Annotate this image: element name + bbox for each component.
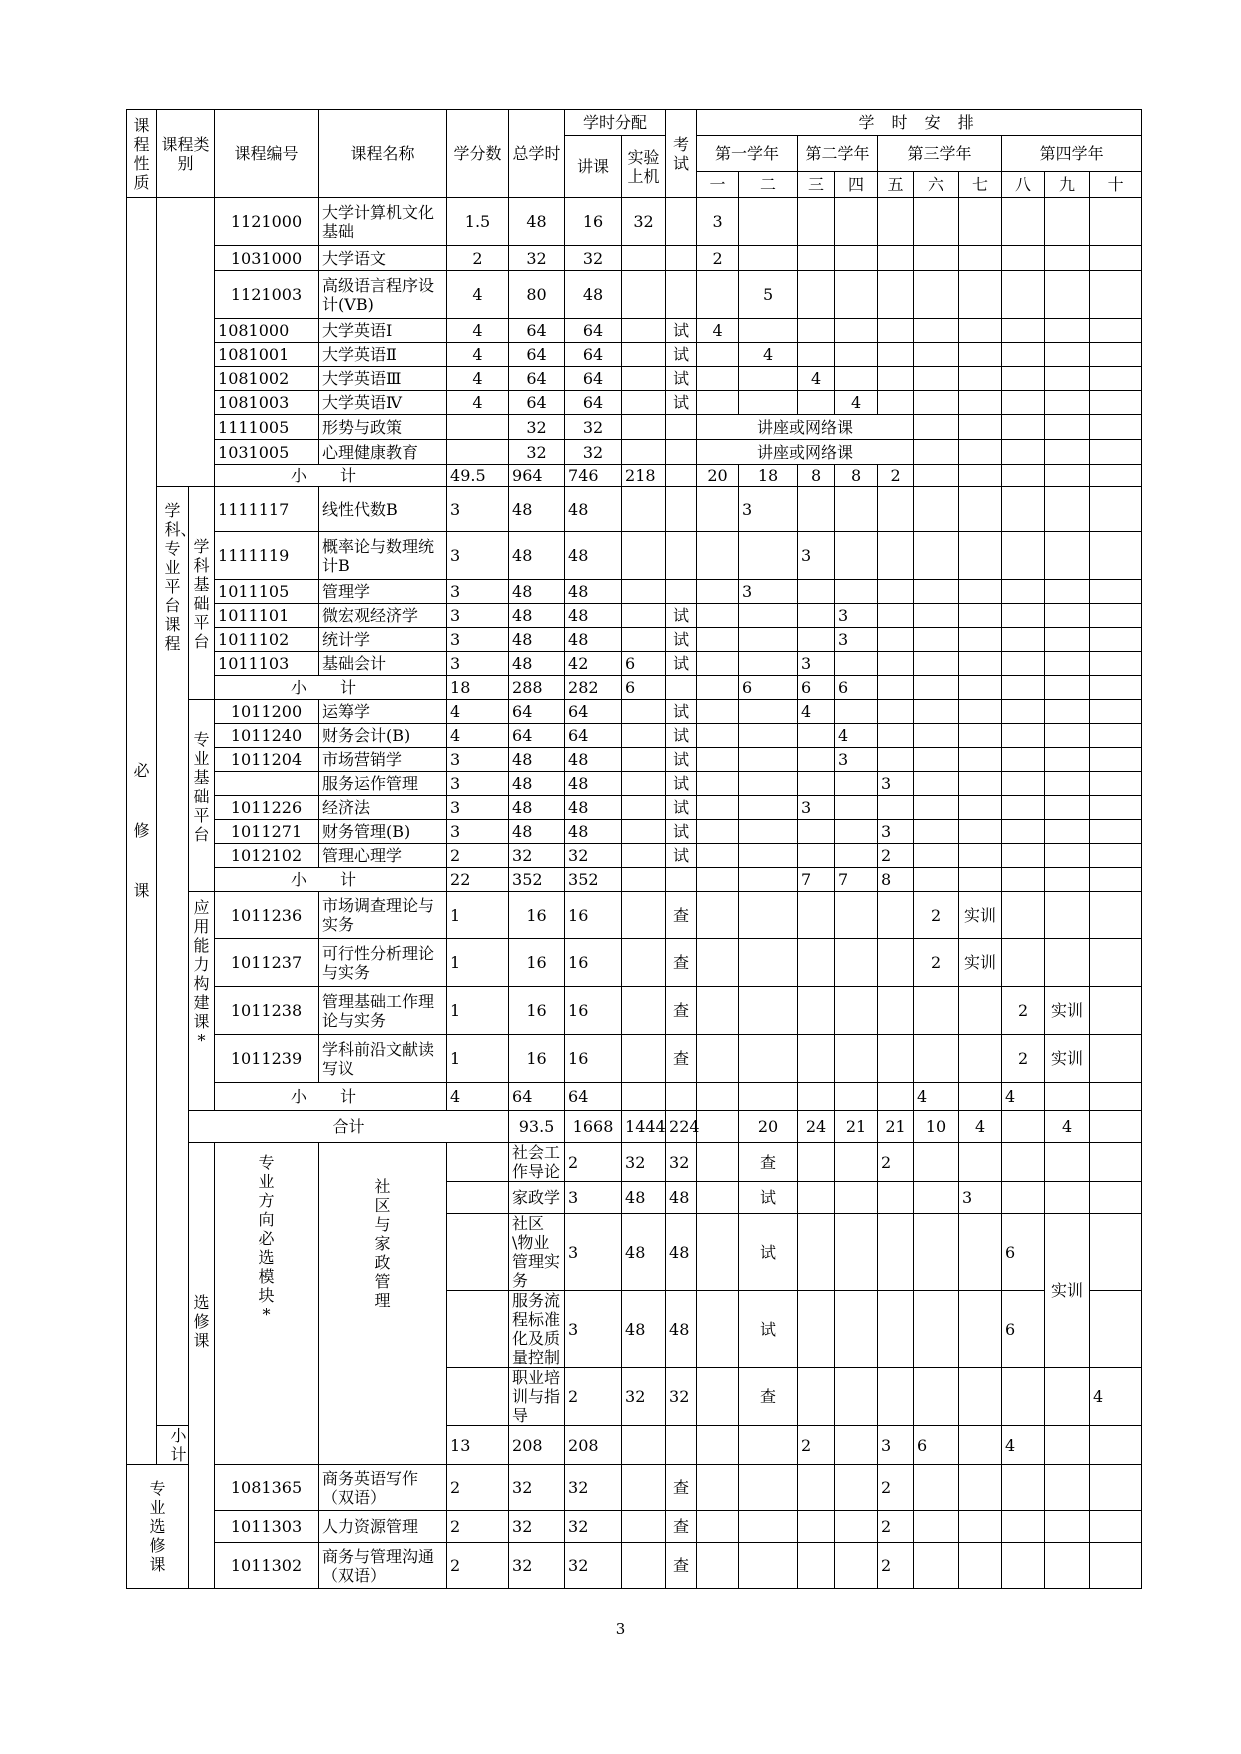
- semester-6: 六: [914, 172, 959, 198]
- header-credits: 学分数: [447, 110, 509, 198]
- semester-9: 九: [1045, 172, 1090, 198]
- subtotal-row: 小 计 13 208 208 2 3 6 4: [127, 1426, 1142, 1465]
- table-row: 1011101 微宏观经济学 3 48 48 试 3: [127, 604, 1142, 628]
- table-row: 1011226 经济法 3 48 48 试 3: [127, 796, 1142, 820]
- table-row: 1011271 财务管理(B) 3 48 48 试 3: [127, 820, 1142, 844]
- table-row: 1011303 人力资源管理 2 32 32 查 2: [127, 1511, 1142, 1543]
- table-row: 家政学 3 48 48 试 3: [127, 1182, 1142, 1214]
- lecture-network-note: 讲座或网络课: [697, 415, 914, 440]
- semester-3: 三: [798, 172, 835, 198]
- table-row: 1111005 形势与政策 32 32 讲座或网络课: [127, 415, 1142, 440]
- table-row: 选修课 专业方向必选模块* 社区与家政管理 社会工作导论 2 32 32 查 2: [127, 1143, 1142, 1182]
- header-year-1: 第一学年: [697, 136, 798, 172]
- table-row: 1011302 商务与管理沟通（双语） 2 32 32 查 2: [127, 1543, 1142, 1589]
- table-row: 1011237 可行性分析理论与实务 1 16 16 查 2 实训: [127, 939, 1142, 987]
- discipline-base-label: 学科基础平台: [189, 487, 215, 700]
- table-row: 1081002 大学英语Ⅲ 4 64 64 试 4: [127, 367, 1142, 391]
- table-row: 服务流程标准化及质量控制 3 48 48 试 6: [127, 1291, 1142, 1368]
- required-label-cell: [127, 198, 157, 1465]
- table-row: 1011105 管理学 3 48 48 3: [127, 580, 1142, 604]
- curriculum-table: [126, 109, 1142, 1589]
- major-base-label: 专业基础平台: [189, 700, 215, 892]
- header-year-4: 第四学年: [1002, 136, 1142, 172]
- table-row: 应用能力构建课* 1011236 市场调查理论与实务 1 16 16 查 2 实训: [127, 892, 1142, 939]
- subtotal-row: 小 计 22 352 352 7 7 8: [127, 868, 1142, 892]
- semester-8: 八: [1002, 172, 1045, 198]
- table-row: 1031000 大学语文 2 32 32 2: [127, 246, 1142, 271]
- table-row: 1011238 管理基础工作理论与实务 1 16 16 查 2 实训: [127, 987, 1142, 1035]
- table-row: 1081000 大学英语Ⅰ 4 64 64 试 4: [127, 319, 1142, 343]
- table-row: 1121003 高级语言程序设计(VB) 4 80 48 5: [127, 271, 1142, 319]
- header-category: 课程类别: [157, 110, 215, 198]
- header-code: 课程编号: [215, 110, 319, 198]
- header-year-2: 第二学年: [798, 136, 878, 172]
- training-label: 实训: [1045, 1214, 1090, 1368]
- table-row: 社区\物业管理实务 3 48 48 试 6 实训: [127, 1214, 1142, 1291]
- direction-label: 专业方向必选模块*: [215, 1143, 319, 1465]
- table-row: 服务运作管理 3 48 48 试 3: [127, 772, 1142, 796]
- table-row: 1011239 学科前沿文献读写议 1 16 16 查 2 实训: [127, 1035, 1142, 1083]
- table-row: 专业基础平台 1011200 运筹学 4 64 64 试 4: [127, 700, 1142, 724]
- subtotal-row: 小 计 4 64 64 4 4: [127, 1083, 1142, 1111]
- lecture-network-note: 讲座或网络课: [697, 440, 914, 465]
- header-year-3: 第三学年: [878, 136, 1002, 172]
- semester-4: 四: [835, 172, 878, 198]
- required-label: 必修课: [133, 761, 150, 900]
- platform-label: 学科、专业平台课程: [157, 487, 189, 1426]
- table-row: 1081003 大学英语Ⅳ 4 64 64 试 4: [127, 391, 1142, 415]
- semester-1: 一: [697, 172, 739, 198]
- table-row: 1011103 基础会计 3 48 42 6 试 3: [127, 652, 1142, 676]
- subtotal-row: 小 计 49.5 964 746 218 20 18 8 8 2: [127, 465, 1142, 487]
- header-nature: 课程性质: [127, 110, 157, 198]
- table-row: 必修课 1121000 大学计算机文化基础 1.5 48 16 32 3: [127, 198, 1142, 246]
- header-schedule: 学 时 安 排: [697, 110, 1142, 136]
- total-label: 合计: [189, 1111, 509, 1143]
- table-row: 1011204 市场营销学 3 48 48 试 3: [127, 748, 1142, 772]
- table-row: 1011102 统计学 3 48 48 试 3: [127, 628, 1142, 652]
- table-row: 职业培训与指导 2 32 32 查 4: [127, 1368, 1142, 1426]
- table-row: 专业选修课 1081365 商务英语写作（双语） 2 32 32 查 2: [127, 1465, 1142, 1511]
- header-name: 课程名称: [319, 110, 447, 198]
- semester-7: 七: [959, 172, 1002, 198]
- header-total-hours: 总学时: [509, 110, 565, 198]
- major-elective-label: 专业选修课: [127, 1465, 189, 1589]
- applied-label: 应用能力构建课*: [189, 892, 215, 1111]
- page-number: 3: [615, 1620, 626, 1638]
- table-row: 1111119 概率论与数理统计B 3 48 48 3: [127, 532, 1142, 580]
- header-lecture: 讲课: [565, 136, 622, 198]
- community-label: 社区与家政管理: [319, 1143, 447, 1465]
- table-row: 学科、专业平台课程 学科基础平台 1111117 线性代数B 3 48 48 3: [127, 487, 1142, 532]
- header-exam: 考试: [666, 110, 697, 198]
- total-row: 合计 93.5 1668 1444 224 20 24 21 21 10 4 4: [127, 1111, 1142, 1143]
- header-hours-dist: 学时分配: [565, 110, 666, 136]
- elective-label: 选修课: [189, 1143, 215, 1589]
- semester-5: 五: [878, 172, 914, 198]
- header-lab: 实验上机: [622, 136, 666, 198]
- table-row: 1081001 大学英语Ⅱ 4 64 64 试 4: [127, 343, 1142, 367]
- semester-10: 十: [1090, 172, 1142, 198]
- subtotal-row: 小 计 18 288 282 6 6 6 6: [127, 676, 1142, 700]
- table-row: 1012102 管理心理学 2 32 32 试 2: [127, 844, 1142, 868]
- semester-2: 二: [739, 172, 798, 198]
- table-row: 1011240 财务会计(B) 4 64 64 试 4: [127, 724, 1142, 748]
- table-row: 1031005 心理健康教育 32 32 讲座或网络课: [127, 440, 1142, 465]
